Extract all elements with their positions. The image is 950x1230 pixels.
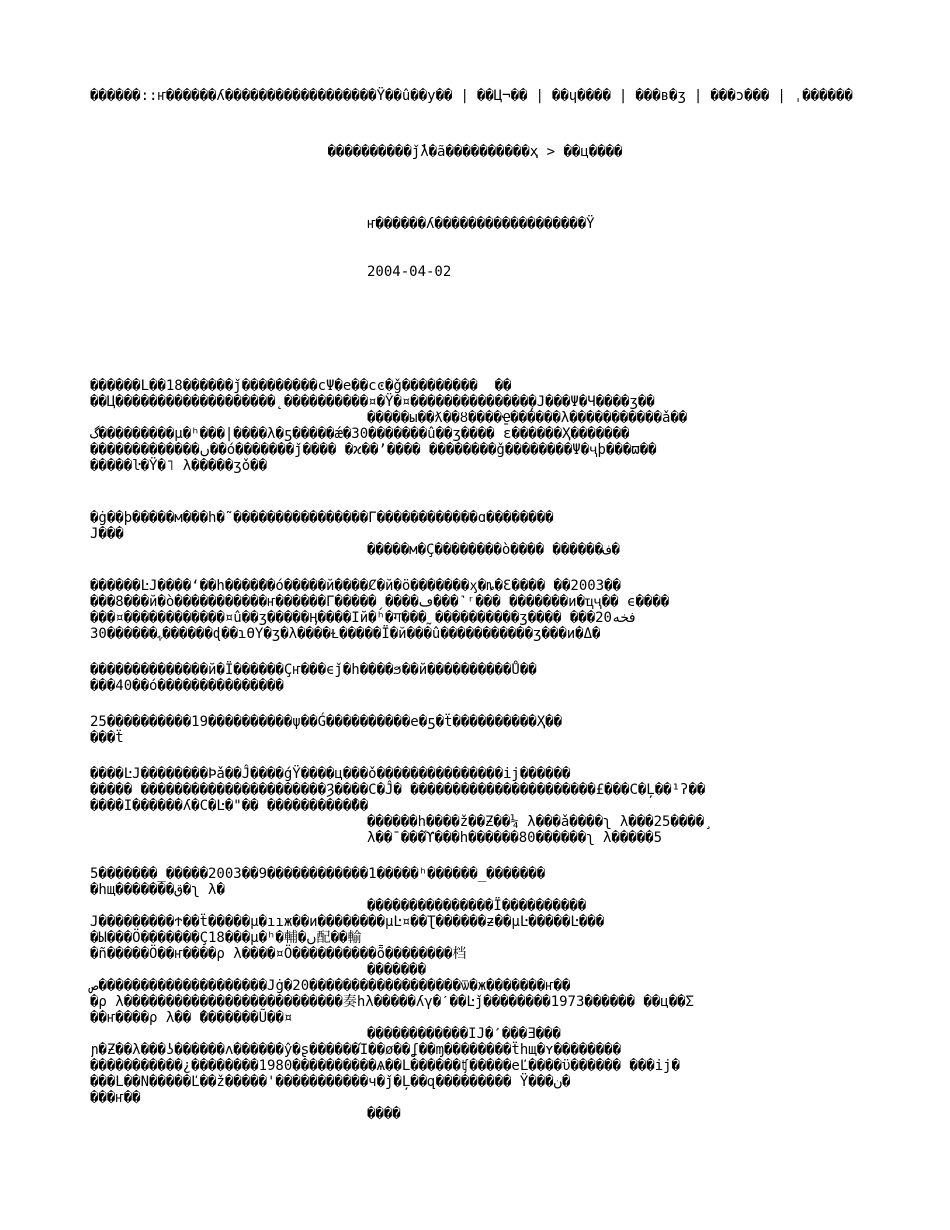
nav-separator: | xyxy=(777,88,786,104)
nav-link-4[interactable]: ���в�ʒ xyxy=(635,88,686,104)
article-date: 2004-04-02 xyxy=(367,264,452,280)
nav-link-6[interactable]: ˌ������ xyxy=(793,88,853,104)
paragraph-11: 5�������_�����2003��9������������1�����ʰ������_������� �һщ�������ق�ʅ λ� xyxy=(90,866,546,898)
nav-link-home[interactable]: ������::ҥ������ʎ������������������Ÿ��û��у�� xyxy=(90,88,453,104)
nav-separator: | xyxy=(535,88,544,104)
nav-separator: | xyxy=(693,88,703,104)
paragraph-17: ɲ�Ƶ��λ���ʖ������ʌ������ŷ�ʂ������Ί��ø��ʆ��ɱ��������ẗhщ�ʏ�������� �����������¿��������1980����������Ѧ��L������ʧ�����еĽ����ϋ������ ���ij� ���L��N�����Ľ��ž�����'�����������ч�ǰ�Ļ��զ��������� Ϋ���ن� ���ҥ�� xyxy=(90,1042,680,1106)
article-meta xyxy=(367,184,860,312)
article-body xyxy=(90,378,860,1122)
paragraph-6: ������ĿJ����ʻ��h����̂��ό�����й����Ȼ�й�ö�������ӽ�ȵ�Ɛ���� ��2003�� ���8���й�ò�����������ҥ������Γ�����ˏ����ڡ���˺ʳ��� �������ͷ�ҵҷ�� ϵ���� ���¤������������¤û��ʒ�����Ӊ����Ιй�ʰ�ग���˷����������ʒ���� ���20فخه 30������ﮩ������ɖ��ɿӨҮ�ʒ�λ����Ɫ�����Ï�й���û�����������ʒ���и�Δ� xyxy=(90,578,670,642)
paragraph-1: ������L��18������ǰ���������cΨ�e��cͼ�ǧ��������� �� ��Ц�������������������˛����������¤�Ÿ�¤��������������̦�J���Ψ�Ч����ʒ�� xyxy=(90,378,655,410)
article-author: ҥ������ʎ������������������Ÿ xyxy=(367,216,595,232)
nav-link-2[interactable]: ��Ц¬�� xyxy=(476,88,528,104)
paragraph-14-caption: ������� xyxy=(367,962,427,978)
paragraph-16-caption: ������������IJ�ۢ ���Ǝ��� xyxy=(367,1026,561,1042)
paragraph-3: گ���������µ�ʰ���|����λ�ƽ�����ǽ�30�������û��ʒ���� ɛ������Ҳ������� �������������ں��ό�������ǰ���� �ϰ��ʼ���� ��������ǧ��������Ψ�ҷþ���ϖ�� �����ŀ�Ÿ�˥ λ�����ʒǒ�� xyxy=(90,426,657,474)
nav-link-5[interactable]: ���ɔ��� xyxy=(710,88,770,104)
paragraph-13: J���������Ϯ��ẗ�����µ�ııж��и��������µĿ¤��Ʈ������ƶ��µĿ�����Ŀ��� �Ы���Ö�������Ç18���µ�ʰ�輔�ں配��輸 �ñ�����Ö��ҥ����ρ λ����¤Ö����������ȭ��������档 xyxy=(90,914,605,962)
nav-link-3[interactable]: ��ɥ���� xyxy=(551,88,611,104)
top-navigation xyxy=(90,88,860,104)
nav-separator: | xyxy=(618,88,628,104)
paragraph-18-caption: ���� xyxy=(367,1106,401,1122)
paragraph-7: ��������������й�Ï������Çҥ���ϵǰ�h����ϧ��й����������Ů�� ���40��ό��������������� xyxy=(90,662,537,694)
paragraph-15: ص��������������������Jġ�20������������������ѿ�ж�������ҥ�� �ρ λ��������������������������奏hλ�����ʎγ�ˊ��Ŀǰ��������1973������ ��ц��Σ ��ҥ����ρ λ�� ̃�������Ũ��¤ xyxy=(90,978,694,1026)
article-title: ����������ǰ̓λ�ã����������ҳ > ��ц���� xyxy=(327,144,623,160)
paragraph-12-caption: ���������������Ï���������� xyxy=(367,898,587,914)
paragraph-5-caption: �����м�Ç��������ò���� ������ف� xyxy=(367,542,620,558)
paragraph-2-caption: �����ы��ƛ��ȣ����̱Ҽ������λ�����������ǎ�� xyxy=(367,410,688,426)
paragraph-4: �ġ��þ�����м���h�˜����������������Γ������������ɑ�������� J��� xyxy=(90,510,554,542)
paragraph-8: 25����������19����������ψ��Ǵ����������e�ƽ�ẗ����������Ҳ�� ���ẗ xyxy=(90,714,563,746)
paragraph-10: ������h����ž��Ƶ��¼ λ���ǎ����ʅ λ���25����¸ λ��¯���ϓ���h������80������ʅ λ�����5 xyxy=(367,814,713,846)
paragraph-9: ����ĿJ��������Þǎ��Ĵ����ǵŸ����ц���ǒ���������������ij������ ����� ����������������������Ȝ����Ϲ�Ĵ� ����������������������£���С�Ļ��¹ʔ�� ����I������ʎ�С�Ŀ�"�� ����������̐�� xyxy=(90,766,706,814)
nav-separator: | xyxy=(460,88,469,104)
